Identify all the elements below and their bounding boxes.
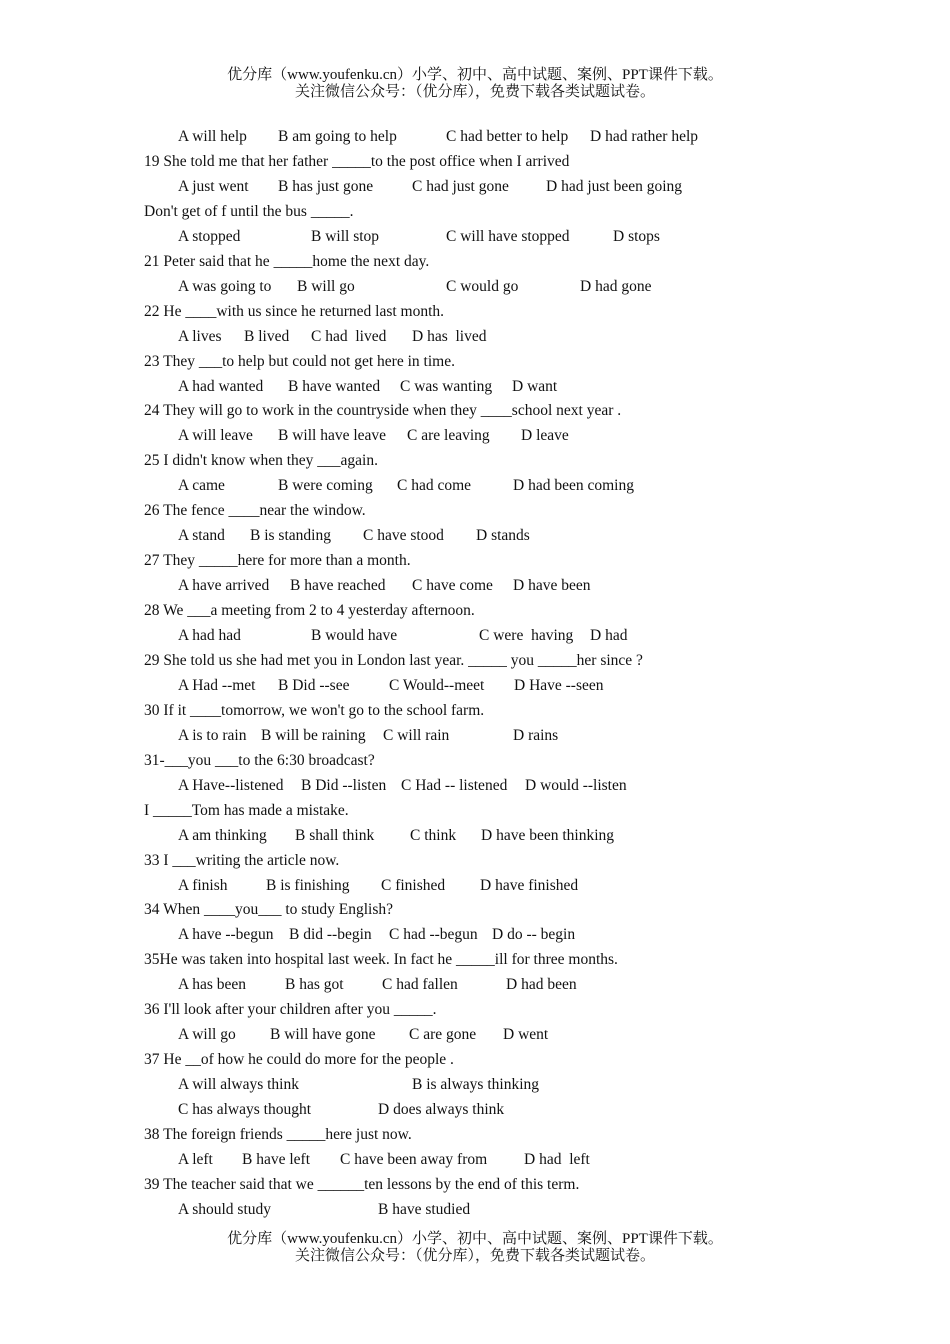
answer-option: D have been thinking — [481, 826, 615, 844]
answer-option: D stops — [613, 227, 660, 245]
question-stem: 28 We ___a meeting from 2 to 4 yesterday afternoon. — [144, 602, 475, 620]
answer-option: D has lived — [412, 327, 487, 345]
answer-option: A finish — [178, 876, 228, 894]
answer-option: C would go — [446, 277, 519, 295]
answer-option: A stopped — [178, 227, 241, 245]
answer-option: A will help — [178, 128, 247, 145]
question-stem: 35He was taken into hospital last week. In fact he _____ill for three months. — [144, 951, 618, 969]
question-stem: 36 I'll look after your children after you _____. — [144, 1001, 437, 1019]
answer-option: A had had — [178, 627, 241, 644]
answer-option: A left — [178, 1150, 213, 1168]
answer-option: C had lived — [311, 327, 387, 345]
answer-option: C had better to help — [446, 128, 569, 145]
answer-option: B has got — [285, 976, 344, 994]
answer-option: A should study — [178, 1200, 272, 1218]
question-stem: 29 She told us she had met you in London last year. _____ you _____her since ? — [144, 651, 643, 669]
page-footer — [0, 1231, 950, 1265]
answer-option: A just went — [178, 177, 249, 195]
answer-option: C had --begun — [389, 926, 478, 944]
question-stem: 31-___you ___to the 6:30 broadcast? — [144, 751, 375, 769]
answer-option: B Did --listen — [301, 776, 387, 794]
answer-option: B have left — [242, 1150, 311, 1168]
answer-option: B shall think — [295, 826, 375, 844]
answer-option: D had just been going — [546, 177, 683, 195]
answer-option: C have been away from — [340, 1150, 488, 1168]
answer-option: D had been — [506, 976, 577, 994]
header-line-1: 优分库（www.youfenku.cn）小学、初中、高中试题、案例、PPT课件下载。 — [227, 67, 723, 83]
answer-option: D stands — [476, 527, 530, 545]
question-stem: 38 The foreign friends _____here just now. — [144, 1126, 412, 1143]
answer-option: A will go — [178, 1026, 236, 1044]
answer-option: D want — [512, 377, 558, 395]
answer-option: B will have gone — [270, 1026, 376, 1044]
answer-option: C will have stopped — [446, 227, 570, 245]
page-header — [0, 67, 950, 101]
answer-option: C are leaving — [407, 427, 490, 445]
answer-option: B has just gone — [278, 177, 374, 195]
answer-option: C had come — [397, 477, 472, 495]
answer-option: B will stop — [311, 227, 380, 245]
answer-option: B is standing — [250, 527, 331, 545]
answer-option: B did --begin — [289, 926, 372, 944]
answer-option: B were coming — [278, 477, 373, 495]
answer-option: A Have--listened — [178, 776, 284, 794]
answer-option: C was wanting — [400, 377, 493, 395]
question-stem: 19 She told me that her father _____to the post office when I arrived — [144, 152, 570, 170]
answer-option: D Have --seen — [514, 676, 604, 694]
answer-option: B is always thinking — [412, 1076, 540, 1094]
footer-line-1: 优分库（www.youfenku.cn）小学、初中、高中试题、案例、PPT课件下载。 — [227, 1231, 723, 1247]
question-stem: 39 The teacher said that we ______ten lessons by the end of this term. — [144, 1175, 580, 1193]
answer-option: C have come — [412, 577, 493, 595]
answer-option: C have stood — [363, 527, 444, 545]
answer-option: A will leave — [178, 427, 253, 445]
question-stem: 37 He __of how he could do more for the people . — [144, 1051, 454, 1069]
answer-option: A will always think — [178, 1076, 299, 1094]
answer-option: D rains — [513, 726, 559, 744]
answer-option: B is finishing — [266, 876, 350, 894]
answer-option: D had gone — [580, 277, 652, 295]
answer-option: C had just gone — [412, 177, 509, 195]
answer-option: B will go — [297, 277, 355, 295]
answer-option: A lives — [178, 327, 222, 345]
answer-option: D would --listen — [525, 776, 627, 794]
answer-option: D does always think — [378, 1101, 505, 1119]
question-stem: 25 I didn't know when they ___again. — [144, 452, 378, 470]
answer-option: B have reached — [290, 577, 386, 595]
answer-option: A came — [178, 477, 225, 495]
question-stem: I _____Tom has made a mistake. — [144, 801, 349, 819]
answer-option: C Would--meet — [389, 676, 485, 694]
question-stem: 34 When ____you___ to study English? — [144, 901, 393, 919]
answer-option: B Did --see — [278, 676, 350, 694]
answer-option: D do -- begin — [492, 926, 576, 944]
answer-option: B have wanted — [288, 377, 381, 395]
question-stem: 30 If it ____tomorrow, we won't go to the school farm. — [144, 701, 485, 719]
answer-option: C will rain — [383, 726, 450, 744]
answer-option: C are gone — [409, 1026, 477, 1044]
answer-option: A have arrived — [178, 577, 270, 595]
answer-option: B will be raining — [261, 726, 366, 744]
answer-option: C think — [410, 826, 457, 844]
question-stem: 26 The fence ____near the window. — [144, 502, 366, 520]
answer-option: A am thinking — [178, 826, 267, 844]
answer-option: D had been coming — [513, 477, 634, 495]
answer-option: B lived — [244, 327, 290, 345]
question-stem: 21 Peter said that he _____home the next day. — [144, 252, 430, 270]
answer-option: D had left — [524, 1150, 590, 1168]
answer-option: A has been — [178, 976, 247, 994]
answer-option: C has always thought — [178, 1101, 312, 1119]
question-stem: 33 I ___writing the article now. — [144, 851, 340, 869]
answer-option: D leave — [521, 427, 569, 445]
answer-option: C had fallen — [382, 976, 458, 994]
header-line-2: 关注微信公众号：（优分库），免费下载各类试题试卷。 — [294, 84, 655, 100]
answer-option: A was going to — [178, 277, 272, 295]
question-stem: 22 He ____with us since he returned last month. — [144, 302, 445, 320]
answer-option: A had wanted — [178, 377, 264, 395]
answer-option: B will have leave — [278, 427, 387, 445]
answer-option: D had — [590, 627, 628, 644]
question-stem: 24 They will go to work in the countryside when they ____school next year . — [144, 402, 622, 420]
question-stem: Don't get of f until the bus _____. — [144, 202, 354, 220]
answer-option: D had rather help — [590, 128, 699, 145]
answer-option: D went — [503, 1026, 549, 1044]
answer-option: B am going to help — [278, 128, 397, 145]
answer-option: A is to rain — [178, 726, 247, 744]
answer-option: A Had --met — [178, 676, 256, 694]
answer-option: D have finished — [480, 876, 579, 894]
answer-option: C were having — [479, 627, 574, 644]
footer-line-2: 关注微信公众号：（优分库），免费下载各类试题试卷。 — [294, 1248, 655, 1264]
answer-option: A have --begun — [178, 926, 274, 944]
answer-option: B would have — [311, 627, 398, 644]
answer-option: D have been — [513, 577, 591, 595]
question-stem: 27 They _____here for more than a month. — [144, 552, 411, 570]
answer-option: B have studied — [378, 1200, 471, 1218]
question-stem: 23 They ___to help but could not get here in time. — [144, 352, 455, 370]
answer-option: A stand — [178, 527, 225, 545]
answer-option: C finished — [381, 876, 446, 894]
answer-option: C Had -- listened — [401, 776, 508, 794]
